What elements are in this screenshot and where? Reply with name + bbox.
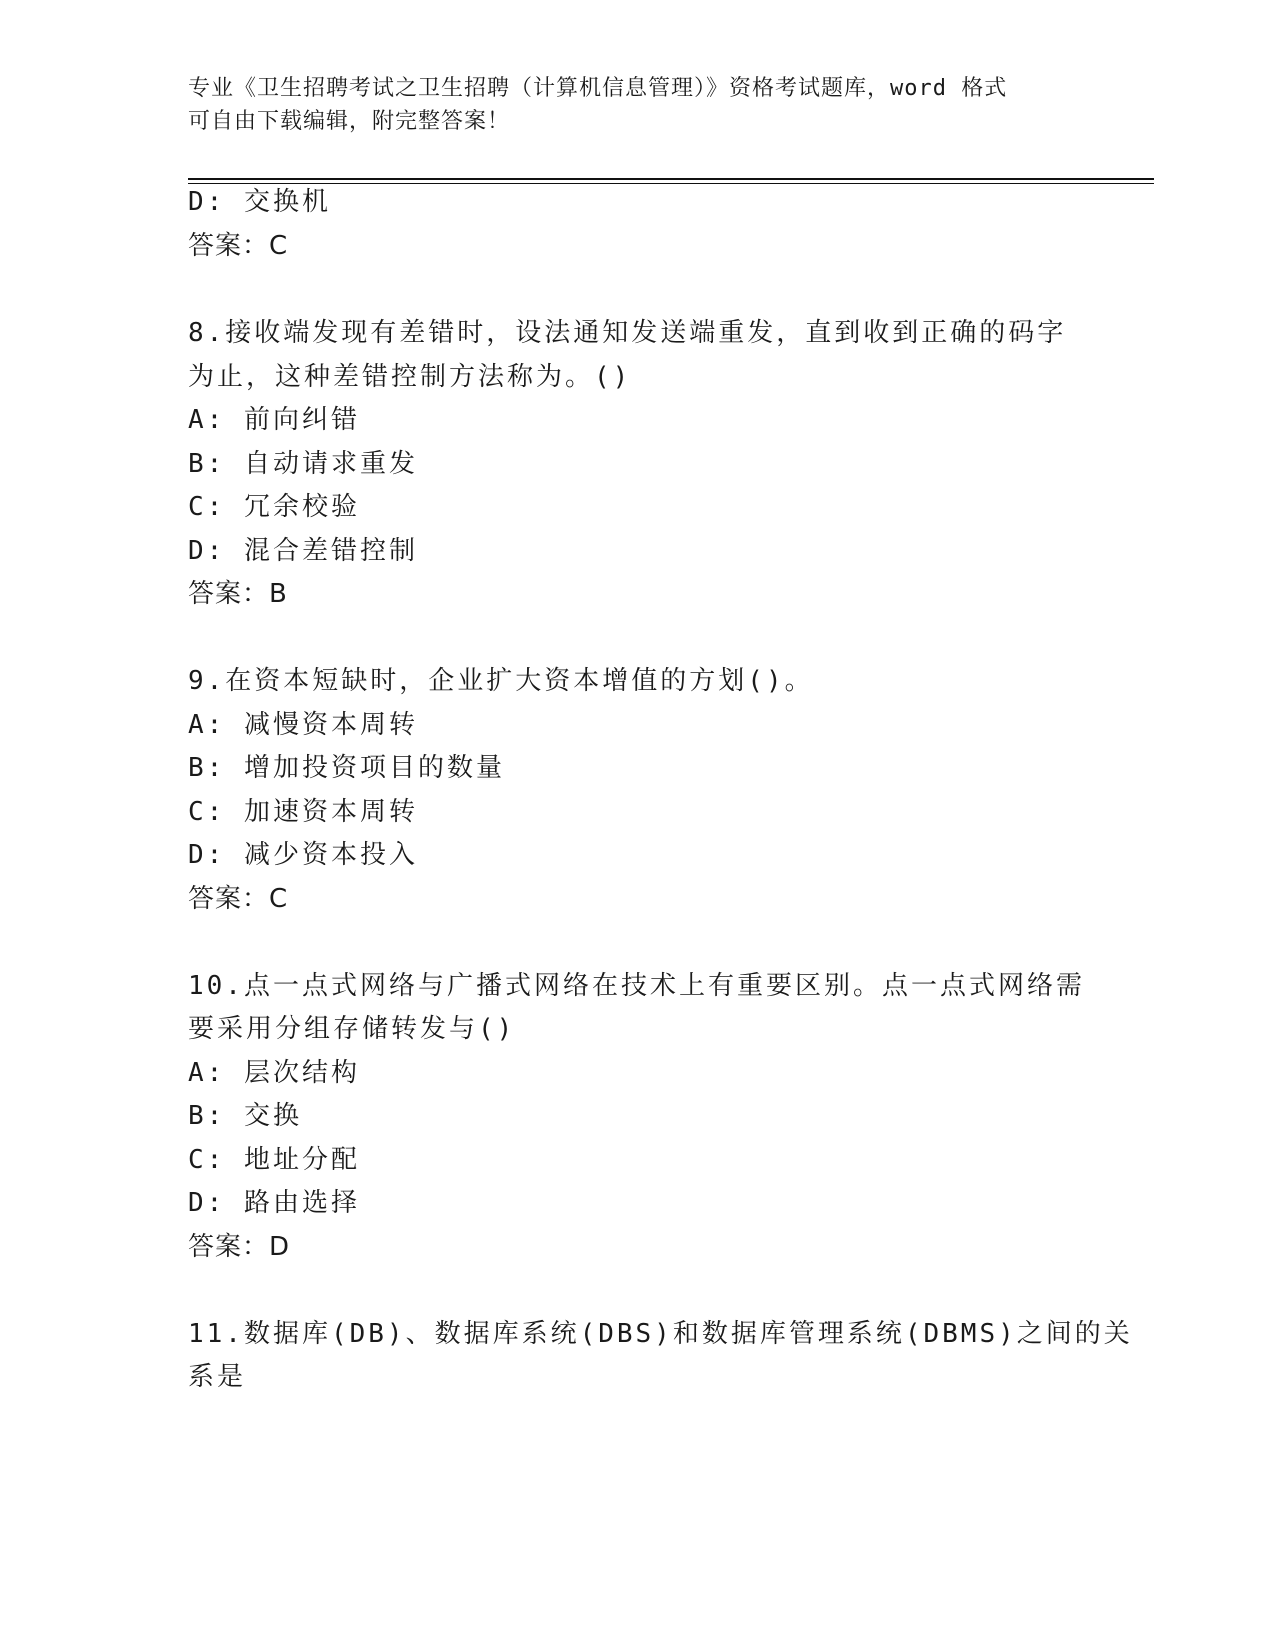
q8-stem-line-2: 为止，这种差错控制方法称为。() (188, 362, 632, 392)
header-line-2: 可自由下载编辑，附完整答案！ (188, 109, 511, 134)
q8-stem-line-1: 8.接收端发现有差错时，设法通知发送端重发，直到收到正确的码字 (188, 318, 1067, 348)
q10-answer: 答案：D (188, 1232, 291, 1262)
q9-option-b: B: 增加投资项目的数量 (188, 753, 505, 783)
q9-stem-line-1: 9.在资本短缺时，企业扩大资本增值的方划()。 (188, 666, 814, 696)
q11-stem-line-1: 11.数据库(DB)、数据库系统(DBS)和数据库管理系统(DBMS)之间的关 (188, 1319, 1133, 1349)
q8-option-a: A: 前向纠错 (188, 405, 360, 435)
q10-stem-line-1: 10.点一点式网络与广播式网络在技术上有重要区别。点一点式网络需 (188, 971, 1085, 1001)
document-header (188, 72, 1068, 138)
q10-stem-line-2: 要采用分组存储转发与() (188, 1014, 516, 1044)
header-divider-thin (188, 183, 1154, 184)
header-divider-thick (188, 178, 1154, 180)
prev-answer: 答案：C (188, 231, 289, 261)
q11-stem-line-2: 系是 (188, 1362, 247, 1392)
q8-option-c: C: 冗余校验 (188, 492, 360, 522)
q9-answer: 答案：C (188, 884, 289, 914)
q10-option-b: B: 交换 (188, 1101, 302, 1131)
q10-option-d: D: 路由选择 (188, 1188, 360, 1218)
prev-option-d: D: 交换机 (188, 187, 331, 217)
q8-option-d: D: 混合差错控制 (188, 536, 418, 566)
q10-option-a: A: 层次结构 (188, 1058, 360, 1088)
q9-option-a: A: 减慢资本周转 (188, 710, 418, 740)
header-line-1: 专业《卫生招聘考试之卫生招聘（计算机信息管理）》资格考试题库，word 格式 (188, 76, 1008, 101)
q9-option-c: C: 加速资本周转 (188, 797, 418, 827)
q10-option-c: C: 地址分配 (188, 1145, 360, 1175)
q9-option-d: D: 减少资本投入 (188, 840, 418, 870)
q8-option-b: B: 自动请求重发 (188, 449, 418, 479)
q8-answer: 答案：B (188, 579, 288, 609)
